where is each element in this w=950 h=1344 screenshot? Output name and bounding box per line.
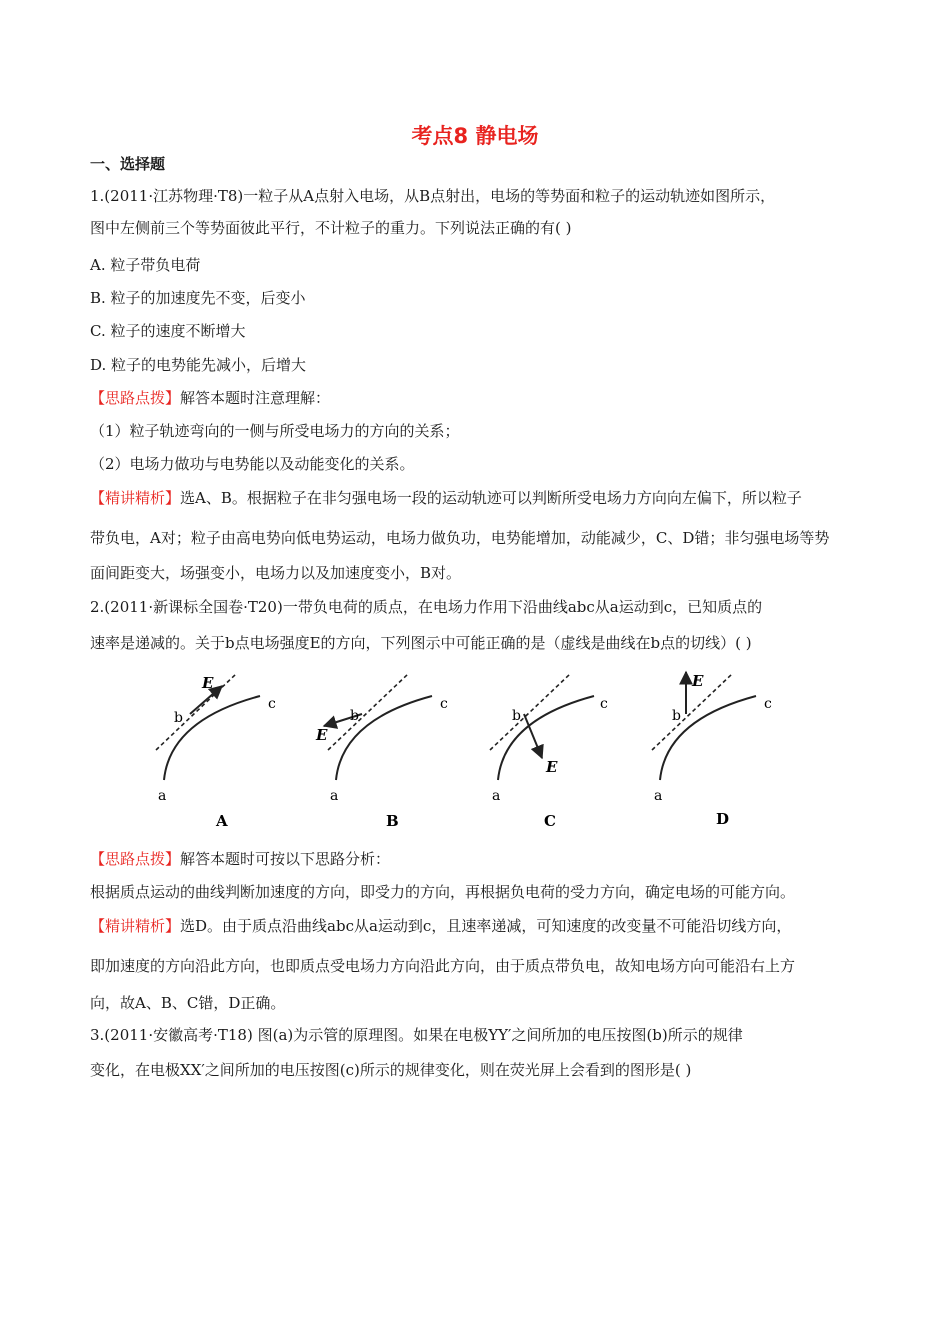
q1-hint-item2: （2）电场力做功与电势能以及动能变化的关系。: [90, 455, 415, 473]
q1-analysis-line1: [90, 488, 870, 508]
figure-panel-d: [652, 672, 772, 828]
label-c: c: [600, 696, 608, 712]
q1-hint-tag: 【思路点拨】: [90, 389, 181, 407]
field-arrow: [524, 714, 542, 758]
q1-analysis-line2: 带负电，A对；粒子由高电势向低电势运动，电场力做负功，电势能增加，动能减少，C、D错；非匀强电场等势: [90, 529, 830, 547]
q1-hint-item1: （1）粒子轨迹弯向的一侧与所受电场力的方向的关系；: [90, 422, 460, 440]
q1-hint-line: [90, 388, 870, 408]
q1-stem-line1: 1.(2011·江苏物理·T8)一粒子从A点射入电场，从B点射出，电场的等势面和粒子的运动轨迹如图所示，: [90, 187, 776, 205]
figure-panel-a: [156, 674, 276, 830]
q2-analysis-tag: 【精讲精析】: [90, 917, 181, 935]
figure-panel-c: [490, 674, 608, 830]
q1-option-b: B. 粒子的加速度先不变，后变小: [90, 289, 306, 307]
page-title: 考点8 静电场: [411, 124, 539, 148]
caption-a: A: [216, 812, 228, 830]
q2-analysis-line2: 即加速度的方向沿此方向，也即质点受电场力方向沿此方向，由于质点带负电，故知电场方向可能沿右上方: [90, 957, 796, 975]
label-e: E: [546, 758, 558, 776]
q2-analysis-line1: [90, 916, 870, 936]
q2-hint-line: [90, 849, 870, 869]
caption-b: B: [386, 812, 399, 830]
label-a: a: [158, 788, 167, 804]
label-b: b: [512, 708, 521, 724]
q3-stem-line1: 3.(2011·安徽高考·T18) 图(a)为示管的原理图。如果在电极YY′之间所加的电压按图(b)所示的规律: [90, 1026, 743, 1044]
q1-hint-text: 解答本题时注意理解：: [180, 389, 331, 407]
label-e: E: [692, 672, 704, 690]
label-c: c: [764, 696, 772, 712]
q2-hint-tag: 【思路点拨】: [90, 850, 181, 868]
q2-figure: [140, 668, 840, 838]
q1-option-a: A. 粒子带负电荷: [90, 256, 201, 274]
trajectory-curve: [164, 696, 260, 780]
tangent-dashed: [156, 674, 236, 750]
q2-analysis-line3: 向，故A、B、C错，D正确。: [90, 994, 286, 1012]
q2-stem-line2: 速率是递减的。关于b点电场强度E的方向，下列图示中可能正确的是（虚线是曲线在b点的切线）( ): [90, 634, 752, 652]
tangent-dashed: [490, 674, 570, 750]
label-c: c: [268, 696, 276, 712]
q1-stem-line2: 图中左侧前三个等势面彼此平行，不计粒子的重力。下列说法正确的有( ): [90, 219, 572, 237]
figure-panel-b: [315, 674, 448, 830]
q1-analysis-text1: 选A、B。根据粒子在非匀强电场一段的运动轨迹可以判断所受电场力方向向左偏下，所以粒子: [180, 489, 802, 507]
q2-analysis-text1: 选D。由于质点沿曲线abc从a运动到c，且速率递减，可知速度的改变量不可能沿切线方向，: [180, 917, 792, 935]
caption-c: C: [544, 812, 556, 830]
label-c: c: [440, 696, 448, 712]
q1-option-d: D. 粒子的电势能先减小，后增大: [90, 356, 307, 374]
q1-analysis-tag: 【精讲精析】: [90, 489, 181, 507]
label-b: b: [350, 708, 359, 724]
q2-hint-text: 解答本题时可按以下思路分析：: [180, 850, 391, 868]
label-a: a: [492, 788, 501, 804]
label-e: E: [202, 674, 214, 692]
label-e: E: [316, 726, 328, 744]
label-a: a: [654, 788, 663, 804]
q1-analysis-line3: 面间距变大，场强变小，电场力以及加速度变小，B对。: [90, 564, 462, 582]
q2-hint-item1: 根据质点运动的曲线判断加速度的方向，即受力的方向，再根据负电荷的受力方向，确定电场的可能方向。: [90, 883, 796, 901]
q2-stem-line1: 2.(2011·新课标全国卷·T20)一带负电荷的质点，在电场力作用下沿曲线abc从a运动到c，已知质点的: [90, 598, 763, 616]
label-b: b: [174, 710, 183, 726]
q1-option-c: C. 粒子的速度不断增大: [90, 322, 246, 340]
tangent-dashed: [328, 674, 408, 750]
caption-d: D: [716, 810, 730, 828]
q3-stem-line2: 变化，在电极XX′之间所加的电压按图(c)所示的规律变化，则在荧光屏上会看到的图形是( ): [90, 1061, 692, 1079]
section-heading: 一、选择题: [90, 155, 166, 173]
label-b: b: [672, 708, 681, 724]
label-a: a: [330, 788, 339, 804]
